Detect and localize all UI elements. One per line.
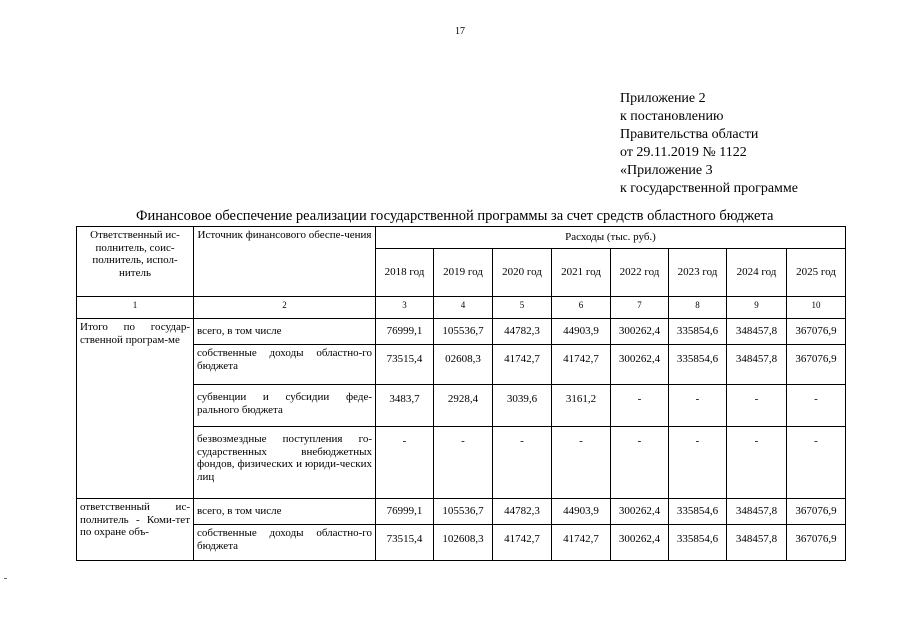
- value-cell: 3039,6: [493, 385, 552, 427]
- header-year: 2021 год: [552, 249, 611, 297]
- financing-table: [76, 226, 846, 561]
- value-cell: 367076,9: [787, 319, 846, 345]
- header-source: Источник финансового обеспе-чения: [194, 227, 376, 297]
- value-cell: 41742,7: [552, 345, 611, 385]
- value-cell: -: [493, 427, 552, 499]
- value-cell: 44903,9: [552, 499, 611, 525]
- value-cell: -: [611, 427, 669, 499]
- value-cell: 2928,4: [434, 385, 493, 427]
- value-cell: 300262,4: [611, 345, 669, 385]
- value-cell: 348457,8: [727, 525, 787, 561]
- header-expenses: Расходы (тыс. руб.): [376, 227, 846, 249]
- value-cell: 73515,4: [376, 345, 434, 385]
- header-row: [77, 227, 846, 249]
- header-year: 2025 год: [787, 249, 846, 297]
- value-cell: 44782,3: [493, 499, 552, 525]
- column-number: 9: [727, 297, 787, 319]
- source-cell: всего, в том числе: [194, 319, 376, 345]
- header-year: 2022 год: [611, 249, 669, 297]
- document-title: Финансовое обеспечение реализации государственной программы за счет средств областного бюджета: [136, 208, 774, 224]
- value-cell: 73515,4: [376, 525, 434, 561]
- source-cell: всего, в том числе: [194, 499, 376, 525]
- value-cell: 76999,1: [376, 319, 434, 345]
- value-cell: 367076,9: [787, 499, 846, 525]
- column-number: 10: [787, 297, 846, 319]
- value-cell: 44903,9: [552, 319, 611, 345]
- value-cell: -: [727, 385, 787, 427]
- column-number: 8: [669, 297, 727, 319]
- source-cell: собственные доходы областно-го бюджета: [194, 345, 376, 385]
- value-cell: -: [787, 427, 846, 499]
- column-number: 1: [77, 297, 194, 319]
- header-executor: Ответственный ис-полнитель, соис-полнитель, испол-нитель: [77, 227, 194, 297]
- value-cell: -: [727, 427, 787, 499]
- appendix-line: к постановлению: [620, 109, 724, 124]
- value-cell: 335854,6: [669, 499, 727, 525]
- column-number: 6: [552, 297, 611, 319]
- table-body: [77, 227, 846, 561]
- scan-edge-mark: [4, 578, 7, 579]
- value-cell: 102608,3: [434, 525, 493, 561]
- value-cell: 44782,3: [493, 319, 552, 345]
- header-year: 2023 год: [669, 249, 727, 297]
- value-cell: 41742,7: [493, 525, 552, 561]
- header-year: 2020 год: [493, 249, 552, 297]
- value-cell: 105536,7: [434, 319, 493, 345]
- column-number-row: [77, 297, 846, 319]
- value-cell: 3483,7: [376, 385, 434, 427]
- value-cell: 367076,9: [787, 345, 846, 385]
- value-cell: -: [669, 385, 727, 427]
- value-cell: 348457,8: [727, 319, 787, 345]
- column-number: 3: [376, 297, 434, 319]
- value-cell: -: [669, 427, 727, 499]
- source-cell: безвозмездные поступления го-сударственных внебюджетных фондов, физических и юриди-ческих лиц: [194, 427, 376, 499]
- value-cell: 348457,8: [727, 499, 787, 525]
- value-cell: 76999,1: [376, 499, 434, 525]
- appendix-line: Правительства области: [620, 127, 759, 142]
- value-cell: 3161,2: [552, 385, 611, 427]
- column-number: 2: [194, 297, 376, 319]
- value-cell: 105536,7: [434, 499, 493, 525]
- header-year: 2019 год: [434, 249, 493, 297]
- column-number: 4: [434, 297, 493, 319]
- appendix-line: Приложение 2: [620, 91, 706, 106]
- column-number: 7: [611, 297, 669, 319]
- appendix-line: «Приложение 3: [620, 163, 713, 178]
- column-number: 5: [493, 297, 552, 319]
- value-cell: 335854,6: [669, 345, 727, 385]
- appendix-line: к государственной программе: [620, 181, 798, 196]
- value-cell: 335854,6: [669, 525, 727, 561]
- executor-cell: ответственный ис-полнитель - Коми-тет по охране объ-: [77, 499, 194, 561]
- value-cell: 300262,4: [611, 525, 669, 561]
- header-year: 2018 год: [376, 249, 434, 297]
- appendix-block: [620, 90, 798, 198]
- value-cell: 41742,7: [552, 525, 611, 561]
- source-cell: субвенции и субсидии феде-рального бюджета: [194, 385, 376, 427]
- page-number: 17: [455, 26, 465, 37]
- value-cell: 300262,4: [611, 499, 669, 525]
- table-row: [77, 499, 846, 525]
- executor-cell: Итого по государ-ственной програм-ме: [77, 319, 194, 499]
- value-cell: -: [552, 427, 611, 499]
- header-year: 2024 год: [727, 249, 787, 297]
- source-cell: собственные доходы областно-го бюджета: [194, 525, 376, 561]
- value-cell: 348457,8: [727, 345, 787, 385]
- value-cell: -: [787, 385, 846, 427]
- table-row: [77, 319, 846, 345]
- value-cell: -: [434, 427, 493, 499]
- value-cell: 02608,3: [434, 345, 493, 385]
- value-cell: 41742,7: [493, 345, 552, 385]
- value-cell: 335854,6: [669, 319, 727, 345]
- value-cell: 300262,4: [611, 319, 669, 345]
- value-cell: 367076,9: [787, 525, 846, 561]
- value-cell: -: [611, 385, 669, 427]
- appendix-line: от 29.11.2019 № 1122: [620, 145, 747, 160]
- value-cell: -: [376, 427, 434, 499]
